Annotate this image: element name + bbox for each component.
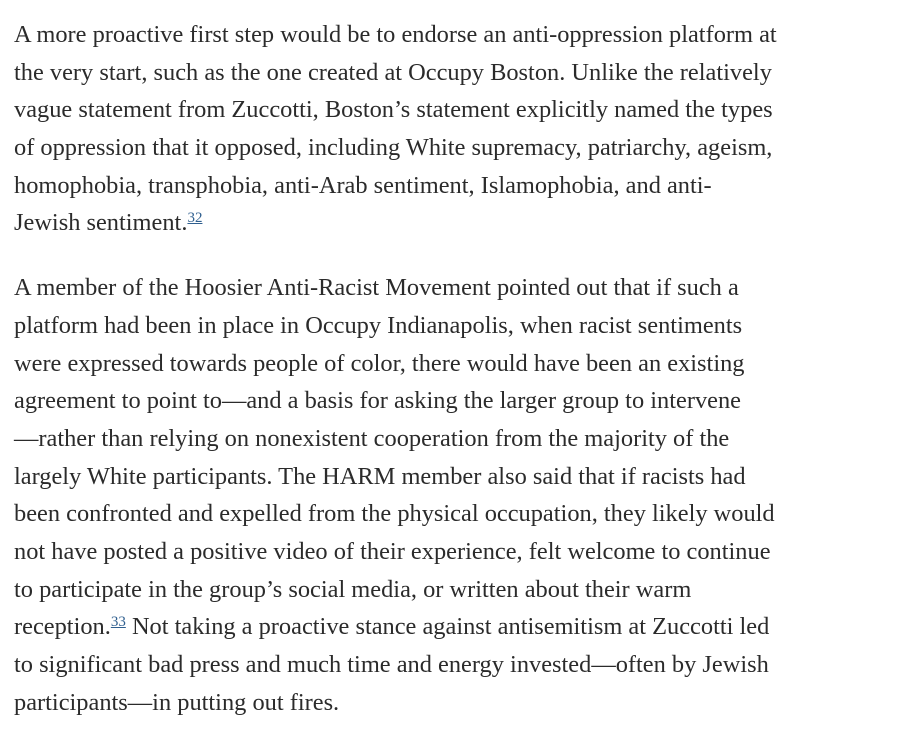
text-line: been confronted and expelled from the physical occupation, they likely would [14, 500, 775, 528]
paragraph-harm-member [14, 269, 900, 721]
text-line: were expressed towards people of color, there would have been an existing [14, 349, 745, 377]
text-line: participants—in putting out fires. [14, 688, 340, 716]
text-line: largely White participants. The HARM member also said that if racists had [14, 462, 746, 490]
text-line: —rather than relying on nonexistent cooperation from the majority of the [14, 424, 730, 452]
text-line: vague statement from Zuccotti, Boston’s statement explicitly named the types [14, 96, 773, 124]
text-line: platform had been in place in Occupy Indianapolis, when racist sentiments [14, 311, 743, 339]
footnote-link-32[interactable]: 32 [187, 210, 203, 227]
text-line: to participate in the group’s social media, or written about their warm [14, 575, 692, 603]
text-segment: Jewish sentiment. [14, 209, 188, 237]
text-line: agreement to point to—and a basis for asking the larger group to intervene [14, 387, 741, 415]
footnote-link-33[interactable]: 33 [110, 614, 126, 631]
text-segment: Not taking a proactive stance against antisemitism at Zuccotti led [125, 613, 770, 641]
text-line: to significant bad press and much time and energy invested—often by Jewish [14, 651, 769, 678]
text-segment: reception. [14, 613, 111, 641]
text-line: the very start, such as the one created at Occupy Boston. Unlike the relatively [14, 58, 772, 86]
text-line: of oppression that it opposed, including White supremacy, patriarchy, ageism, [14, 134, 773, 162]
text-line [14, 204, 900, 242]
paragraph-anti-oppression-platform [14, 16, 900, 242]
text-line: A more proactive first step would be to endorse an anti-oppression platform at [14, 21, 777, 48]
text-line [14, 608, 900, 646]
text-line: homophobia, transphobia, anti-Arab sentiment, Islamophobia, and anti- [14, 171, 712, 199]
article-body [14, 16, 900, 721]
text-line: not have posted a positive video of their experience, felt welcome to continue [14, 537, 771, 565]
text-line: A member of the Hoosier Anti-Racist Movement pointed out that if such a [14, 274, 739, 302]
